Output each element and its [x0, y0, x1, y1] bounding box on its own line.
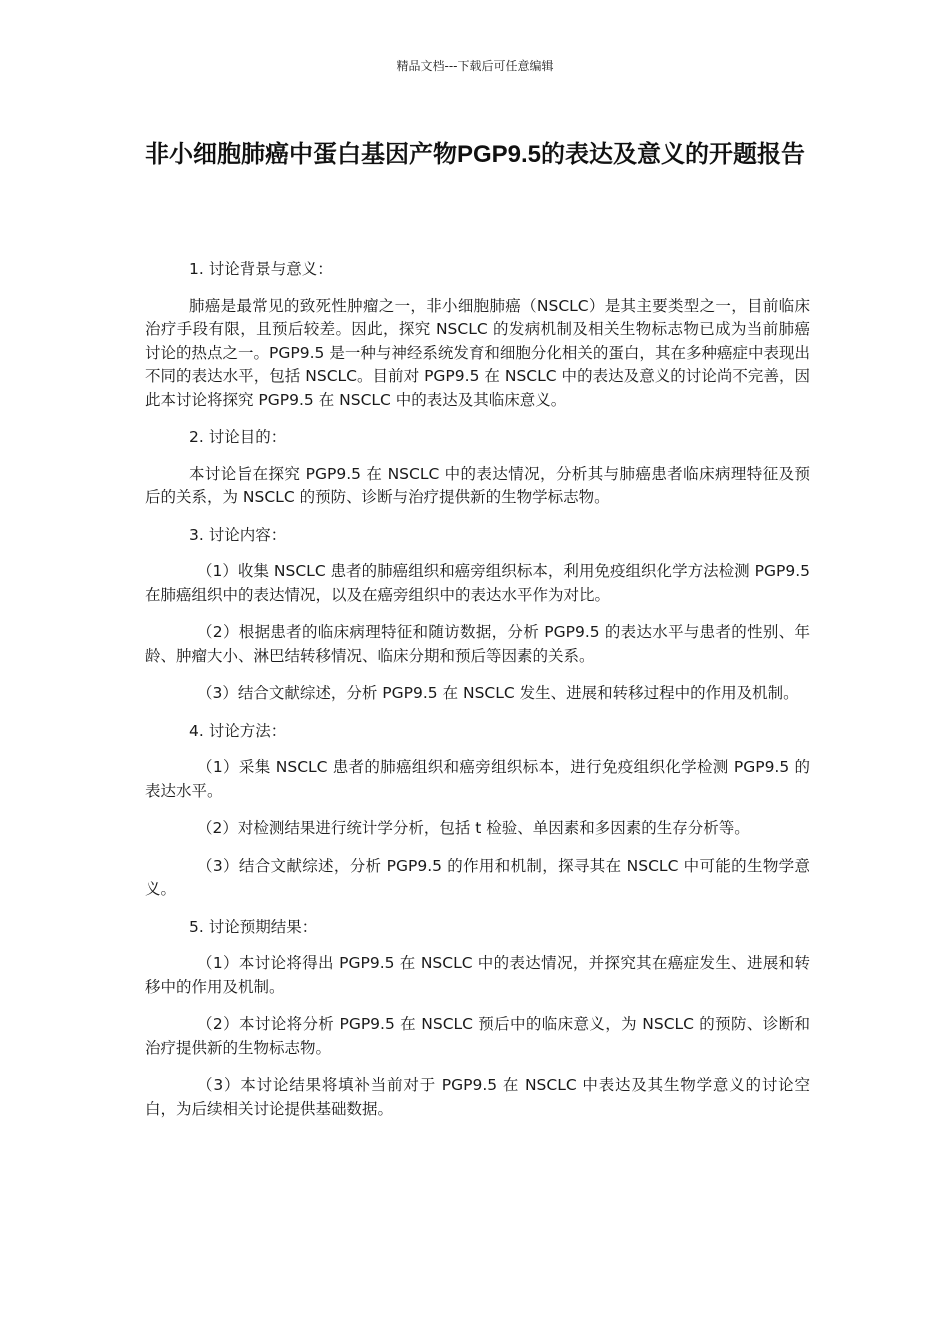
section-list-item: （3）本讨论结果将填补当前对于 PGP9.5 在 NSCLC 中表达及其生物学意义的讨论空白，为后续相关讨论提供基础数据。 — [145, 1076, 810, 1118]
section-heading-background: 1. 讨论背景与意义： — [189, 260, 333, 278]
section-list-item: （1）采集 NSCLC 患者的肺癌组织和癌旁组织标本，进行免疫组织化学检测 PGP9.5 的表达水平。 — [145, 758, 810, 800]
section-list-item: （3）结合文献综述，分析 PGP9.5 在 NSCLC 发生、进展和转移过程中的作用及机制。 — [197, 684, 799, 702]
section-heading-methods: 4. 讨论方法： — [189, 721, 287, 740]
page-header-note: 精品文档---下载后可任意编辑 — [396, 59, 554, 73]
section-paragraph: 肺癌是最常见的致死性肿瘤之一，非小细胞肺癌（NSCLC）是其主要类型之一，目前临床治疗手段有限，且预后较差。因此，探究 NSCLC 的发病机制及相关生物标志物已成为当前肺癌讨论的热点之一。PGP9.5 是一种与神经系统发育和细胞分化相关的蛋白，其在多种癌症中表现出不同的表达水平，包括 NSCLC。目前对 PGP9.5 在 NSCLC 中的表达及意义的讨论尚不完善，因此本讨论将探究 PGP9.5 在 NSCLC 中的表达及其临床意义。 — [145, 296, 810, 409]
section-heading-content: 3. 讨论内容： — [189, 525, 287, 544]
document-title: 非小细胞肺癌中蛋白基因产物PGP9.5的表达及意义的开题报告 — [144, 141, 806, 168]
section-list-item: （2）本讨论将分析 PGP9.5 在 NSCLC 预后中的临床意义，为 NSCLC 的预防、诊断和治疗提供新的生物标志物。 — [145, 1015, 810, 1057]
section-list-item: （2）对检测结果进行统计学分析，包括 t 检验、单因素和多因素的生存分析等。 — [197, 819, 750, 837]
section-paragraph: 本讨论旨在探究 PGP9.5 在 NSCLC 中的表达情况，分析其与肺癌患者临床病理特征及预后的关系，为 NSCLC 的预防、诊断与治疗提供新的生物学标志物。 — [145, 464, 810, 506]
section-list-item: （2）根据患者的临床病理特征和随访数据，分析 PGP9.5 的表达水平与患者的性别、年龄、肿瘤大小、淋巴结转移情况、临床分期和预后等因素的关系。 — [145, 623, 810, 665]
section-list-item: （1）收集 NSCLC 患者的肺癌组织和癌旁组织标本，利用免疫组织化学方法检测 PGP9.5 在肺癌组织中的表达情况，以及在癌旁组织中的表达水平作为对比。 — [145, 562, 810, 604]
document-body — [145, 258, 810, 1135]
section-heading-expected-results: 5. 讨论预期结果： — [189, 917, 318, 936]
section-list-item: （1）本讨论将得出 PGP9.5 在 NSCLC 中的表达情况，并探究其在癌症发生、进展和转移中的作用及机制。 — [145, 954, 810, 996]
section-heading-purpose: 2. 讨论目的： — [189, 428, 287, 446]
section-list-item: （3）结合文献综述，分析 PGP9.5 的作用和机制，探寻其在 NSCLC 中可能的生物学意义。 — [145, 856, 810, 898]
